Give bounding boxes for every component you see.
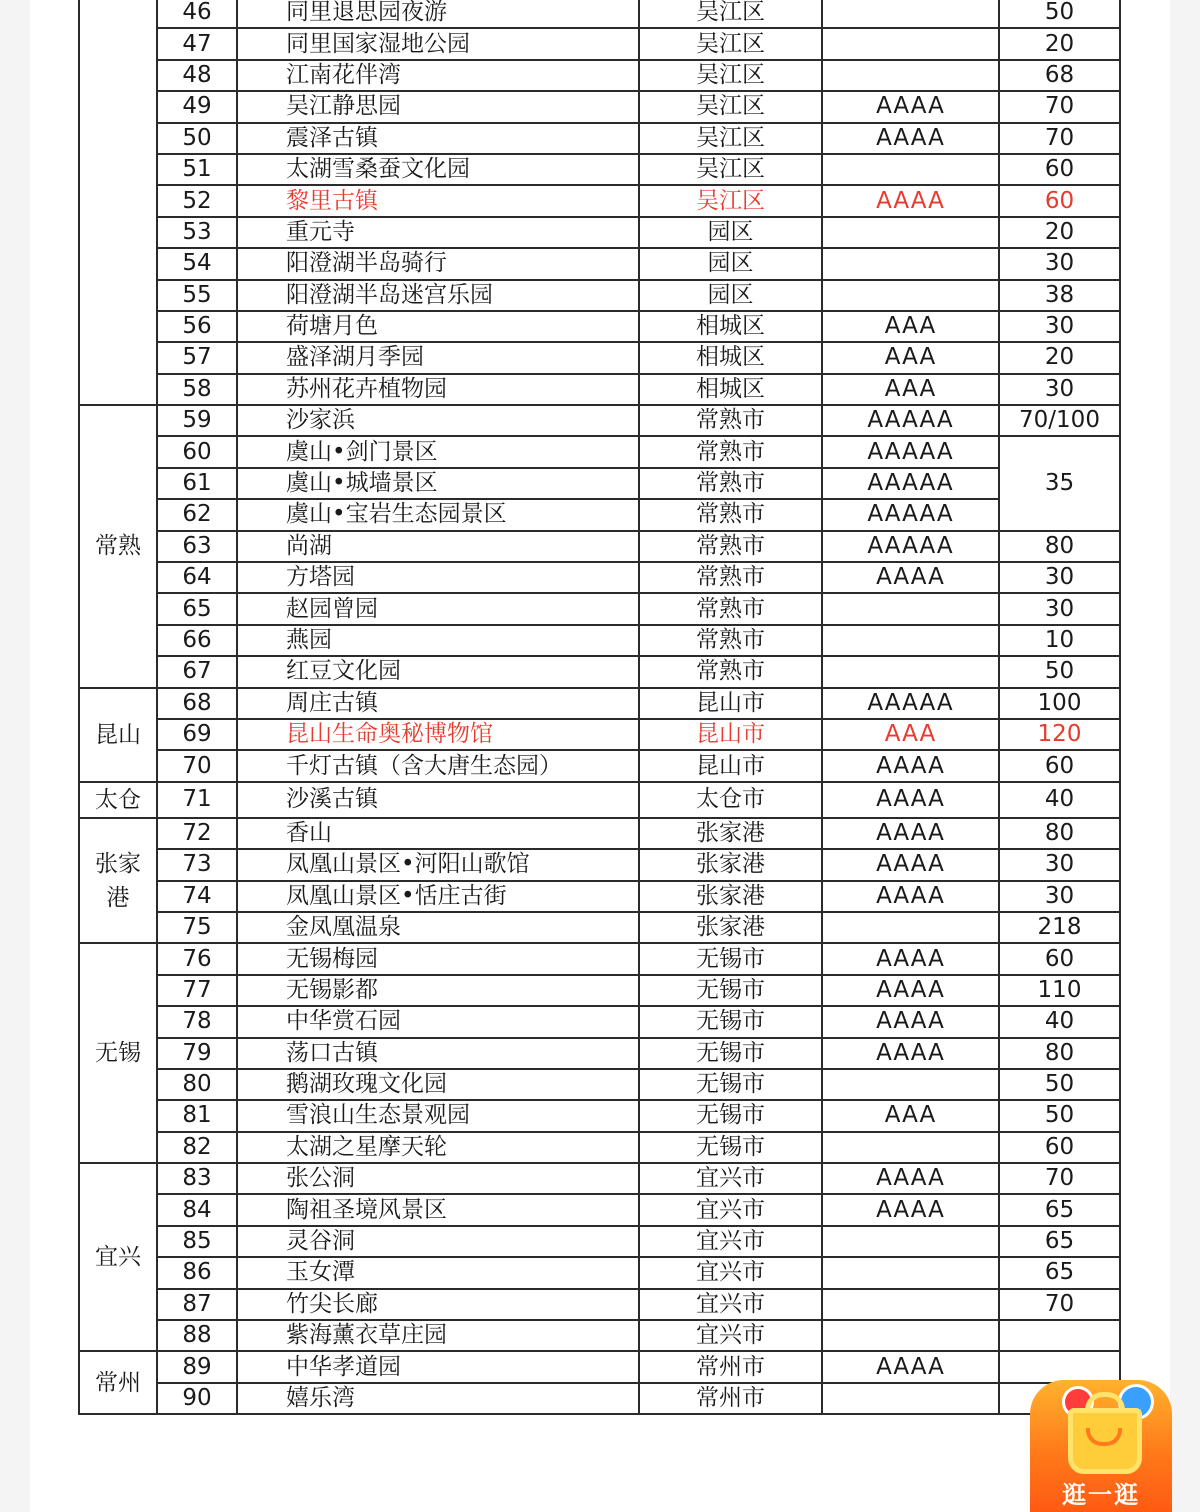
row-number: 86 <box>157 1257 237 1288</box>
district-cell: 常熟市 <box>639 656 822 687</box>
row-number: 46 <box>157 0 237 28</box>
row-number: 65 <box>157 593 237 624</box>
row-number: 48 <box>157 60 237 91</box>
rating-cell <box>822 656 999 687</box>
rating-cell <box>822 28 999 59</box>
district-cell: 吴江区 <box>639 123 822 154</box>
price-cell: 70/100 <box>999 405 1120 436</box>
table-row <box>79 881 1120 912</box>
price-cell: 30 <box>999 881 1120 912</box>
attraction-name: 虞山•宝岩生态园景区 <box>237 499 639 530</box>
district-cell: 太仓市 <box>639 782 822 818</box>
table-row <box>79 1351 1120 1382</box>
table-row <box>79 1320 1120 1351</box>
district-cell: 相城区 <box>639 311 822 342</box>
row-number: 85 <box>157 1226 237 1257</box>
row-number: 59 <box>157 405 237 436</box>
price-cell: 35 <box>999 436 1120 530</box>
attraction-name: 无锡影都 <box>237 975 639 1006</box>
row-number: 53 <box>157 217 237 248</box>
row-number: 84 <box>157 1194 237 1225</box>
table-row <box>79 280 1120 311</box>
price-cell: 65 <box>999 1257 1120 1288</box>
row-number: 56 <box>157 311 237 342</box>
region-cell: 张家港 <box>79 818 157 944</box>
table-row <box>79 468 1120 499</box>
table-body <box>79 0 1120 1414</box>
table-row <box>79 562 1120 593</box>
row-number: 90 <box>157 1383 237 1414</box>
price-cell: 70 <box>999 1163 1120 1194</box>
row-number: 69 <box>157 719 237 750</box>
price-cell <box>999 1351 1120 1382</box>
district-cell: 无锡市 <box>639 1038 822 1069</box>
rating-cell: AAAAA <box>822 531 999 562</box>
attraction-name: 鹅湖玫瑰文化园 <box>237 1069 639 1100</box>
price-cell: 50 <box>999 1069 1120 1100</box>
table-row <box>79 374 1120 405</box>
price-cell: 60 <box>999 1132 1120 1163</box>
district-cell: 园区 <box>639 280 822 311</box>
price-cell: 40 <box>999 1006 1120 1037</box>
table-row <box>79 1132 1120 1163</box>
attraction-name: 香山 <box>237 818 639 849</box>
price-cell: 218 <box>999 912 1120 943</box>
table-row <box>79 248 1120 279</box>
district-cell: 无锡市 <box>639 943 822 974</box>
rating-cell: AAAA <box>822 1194 999 1225</box>
attraction-name: 赵园曾园 <box>237 593 639 624</box>
price-cell: 70 <box>999 123 1120 154</box>
region-cell: 宜兴 <box>79 1163 157 1351</box>
region-cell: 常熟 <box>79 405 157 688</box>
table-row <box>79 185 1120 216</box>
row-number: 88 <box>157 1320 237 1351</box>
price-cell: 38 <box>999 280 1120 311</box>
browse-badge-button[interactable] <box>1030 1380 1172 1512</box>
price-cell: 70 <box>999 91 1120 122</box>
attraction-name: 同里退思园夜游 <box>237 0 639 28</box>
row-number: 67 <box>157 656 237 687</box>
district-cell: 吴江区 <box>639 60 822 91</box>
table-row <box>79 217 1120 248</box>
district-cell: 园区 <box>639 248 822 279</box>
row-number: 62 <box>157 499 237 530</box>
attraction-name: 嬉乐湾 <box>237 1383 639 1414</box>
row-number: 57 <box>157 342 237 373</box>
attraction-name: 盛泽湖月季园 <box>237 342 639 373</box>
table-row <box>79 750 1120 781</box>
attraction-name: 阳澄湖半岛骑行 <box>237 248 639 279</box>
row-number: 60 <box>157 436 237 467</box>
price-cell: 50 <box>999 656 1120 687</box>
rating-cell <box>822 280 999 311</box>
district-cell: 昆山市 <box>639 688 822 719</box>
attraction-name: 陶祖圣境风景区 <box>237 1194 639 1225</box>
rating-cell <box>822 1132 999 1163</box>
row-number: 78 <box>157 1006 237 1037</box>
district-cell: 宜兴市 <box>639 1163 822 1194</box>
district-cell: 常州市 <box>639 1351 822 1382</box>
rating-cell: AAAA <box>822 1006 999 1037</box>
attraction-name: 紫海薰衣草庄园 <box>237 1320 639 1351</box>
price-cell: 50 <box>999 0 1120 28</box>
district-cell: 常熟市 <box>639 625 822 656</box>
price-cell: 40 <box>999 782 1120 818</box>
price-cell: 60 <box>999 185 1120 216</box>
rating-cell <box>822 593 999 624</box>
table-row <box>79 0 1120 28</box>
table-row <box>79 1100 1120 1131</box>
district-cell: 宜兴市 <box>639 1320 822 1351</box>
attraction-name: 红豆文化园 <box>237 656 639 687</box>
row-number: 61 <box>157 468 237 499</box>
row-number: 73 <box>157 849 237 880</box>
table-row <box>79 499 1120 530</box>
attraction-name: 荡口古镇 <box>237 1038 639 1069</box>
rating-cell: AAAA <box>822 1163 999 1194</box>
price-cell: 10 <box>999 625 1120 656</box>
rating-cell <box>822 154 999 185</box>
district-cell: 常熟市 <box>639 436 822 467</box>
district-cell: 张家港 <box>639 849 822 880</box>
district-cell: 常熟市 <box>639 499 822 530</box>
row-number: 64 <box>157 562 237 593</box>
table-row <box>79 28 1120 59</box>
table-row <box>79 1006 1120 1037</box>
table-row <box>79 1383 1120 1414</box>
row-number: 77 <box>157 975 237 1006</box>
table-row <box>79 975 1120 1006</box>
table-row <box>79 943 1120 974</box>
attraction-name: 中华赏石园 <box>237 1006 639 1037</box>
attraction-name: 荷塘月色 <box>237 311 639 342</box>
rating-cell <box>822 1226 999 1257</box>
attraction-name: 太湖雪桑蚕文化园 <box>237 154 639 185</box>
table-row <box>79 60 1120 91</box>
rating-cell: AAA <box>822 342 999 373</box>
rating-cell: AAAA <box>822 750 999 781</box>
attraction-name: 黎里古镇 <box>237 185 639 216</box>
district-cell: 常熟市 <box>639 593 822 624</box>
district-cell: 常熟市 <box>639 405 822 436</box>
attraction-name: 方塔园 <box>237 562 639 593</box>
attraction-name: 重元寺 <box>237 217 639 248</box>
rating-cell <box>822 1320 999 1351</box>
row-number: 47 <box>157 28 237 59</box>
rating-cell <box>822 0 999 28</box>
rating-cell: AAAA <box>822 849 999 880</box>
table-row <box>79 342 1120 373</box>
table-row <box>79 154 1120 185</box>
table-row <box>79 593 1120 624</box>
district-cell: 相城区 <box>639 342 822 373</box>
rating-cell <box>822 912 999 943</box>
district-cell: 宜兴市 <box>639 1257 822 1288</box>
rating-cell: AAA <box>822 719 999 750</box>
district-cell: 昆山市 <box>639 750 822 781</box>
attraction-name: 竹尖长廊 <box>237 1289 639 1320</box>
rating-cell <box>822 1257 999 1288</box>
rating-cell: AAAA <box>822 1351 999 1382</box>
district-cell: 无锡市 <box>639 1132 822 1163</box>
attraction-name: 吴江静思园 <box>237 91 639 122</box>
district-cell: 常熟市 <box>639 531 822 562</box>
row-number: 50 <box>157 123 237 154</box>
price-cell: 70 <box>999 1289 1120 1320</box>
district-cell: 吴江区 <box>639 185 822 216</box>
price-cell: 80 <box>999 1038 1120 1069</box>
price-cell: 50 <box>999 1100 1120 1131</box>
district-cell: 张家港 <box>639 881 822 912</box>
row-number: 79 <box>157 1038 237 1069</box>
attraction-name: 无锡梅园 <box>237 943 639 974</box>
attraction-name: 震泽古镇 <box>237 123 639 154</box>
price-cell: 80 <box>999 818 1120 849</box>
district-cell: 吴江区 <box>639 154 822 185</box>
attraction-name: 昆山生命奥秘博物馆 <box>237 719 639 750</box>
price-cell: 30 <box>999 311 1120 342</box>
attraction-name: 虞山•城墙景区 <box>237 468 639 499</box>
rating-cell <box>822 217 999 248</box>
attraction-name: 千灯古镇（含大唐生态园） <box>237 750 639 781</box>
attraction-name: 苏州花卉植物园 <box>237 374 639 405</box>
attraction-name: 灵谷洞 <box>237 1226 639 1257</box>
price-cell: 60 <box>999 750 1120 781</box>
district-cell: 昆山市 <box>639 719 822 750</box>
district-cell: 常熟市 <box>639 562 822 593</box>
table-row <box>79 719 1120 750</box>
rating-cell <box>822 625 999 656</box>
table-row <box>79 1289 1120 1320</box>
row-number: 71 <box>157 782 237 818</box>
price-cell: 60 <box>999 154 1120 185</box>
region-cell: 昆山 <box>79 688 157 782</box>
table-row <box>79 849 1120 880</box>
row-number: 80 <box>157 1069 237 1100</box>
rating-cell: AAAA <box>822 818 999 849</box>
region-cell: 常州 <box>79 1351 157 1414</box>
row-number: 51 <box>157 154 237 185</box>
rating-cell <box>822 1289 999 1320</box>
price-cell: 30 <box>999 248 1120 279</box>
rating-cell: AAAA <box>822 185 999 216</box>
row-number: 68 <box>157 688 237 719</box>
table-row <box>79 656 1120 687</box>
price-cell: 30 <box>999 562 1120 593</box>
price-cell: 30 <box>999 849 1120 880</box>
row-number: 87 <box>157 1289 237 1320</box>
row-number: 83 <box>157 1163 237 1194</box>
rating-cell: AAA <box>822 1100 999 1131</box>
price-cell: 65 <box>999 1226 1120 1257</box>
row-number: 66 <box>157 625 237 656</box>
table-row <box>79 405 1120 436</box>
table-row <box>79 782 1120 818</box>
rating-cell: AAAA <box>822 1038 999 1069</box>
attraction-name: 张公洞 <box>237 1163 639 1194</box>
attraction-name: 玉女潭 <box>237 1257 639 1288</box>
district-cell: 相城区 <box>639 374 822 405</box>
table-row <box>79 123 1120 154</box>
district-cell: 无锡市 <box>639 1006 822 1037</box>
rating-cell: AAAA <box>822 943 999 974</box>
price-cell: 65 <box>999 1194 1120 1225</box>
rating-cell: AAAAA <box>822 499 999 530</box>
price-cell <box>999 1320 1120 1351</box>
attraction-name: 沙溪古镇 <box>237 782 639 818</box>
row-number: 55 <box>157 280 237 311</box>
rating-cell <box>822 248 999 279</box>
rating-cell: AAA <box>822 374 999 405</box>
rating-cell: AAAAA <box>822 688 999 719</box>
region-cell: 无锡 <box>79 943 157 1163</box>
attractions-table <box>78 0 1121 1415</box>
district-cell: 宜兴市 <box>639 1194 822 1225</box>
row-number: 70 <box>157 750 237 781</box>
table-row <box>79 912 1120 943</box>
district-cell: 无锡市 <box>639 1100 822 1131</box>
region-cell: 太仓 <box>79 782 157 818</box>
price-cell: 100 <box>999 688 1120 719</box>
rating-cell: AAAA <box>822 562 999 593</box>
rating-cell: AAAA <box>822 91 999 122</box>
row-number: 49 <box>157 91 237 122</box>
table-row <box>79 688 1120 719</box>
table-row <box>79 1163 1120 1194</box>
table-row <box>79 1194 1120 1225</box>
browse-badge-label: 逛一逛 <box>1062 1481 1140 1509</box>
rating-cell: AAAA <box>822 881 999 912</box>
rating-cell: AAAA <box>822 782 999 818</box>
price-cell: 120 <box>999 719 1120 750</box>
attraction-name: 金凤凰温泉 <box>237 912 639 943</box>
table-row <box>79 1069 1120 1100</box>
district-cell: 常熟市 <box>639 468 822 499</box>
attraction-name: 沙家浜 <box>237 405 639 436</box>
price-cell: 60 <box>999 943 1120 974</box>
district-cell: 宜兴市 <box>639 1226 822 1257</box>
price-cell: 68 <box>999 60 1120 91</box>
district-cell: 吴江区 <box>639 91 822 122</box>
attraction-name: 雪浪山生态景观园 <box>237 1100 639 1131</box>
rating-cell: AAAA <box>822 975 999 1006</box>
table-row <box>79 91 1120 122</box>
table-row <box>79 1038 1120 1069</box>
attraction-name: 虞山•剑门景区 <box>237 436 639 467</box>
row-number: 89 <box>157 1351 237 1382</box>
district-cell: 吴江区 <box>639 28 822 59</box>
district-cell: 张家港 <box>639 818 822 849</box>
row-number: 76 <box>157 943 237 974</box>
price-cell: 30 <box>999 593 1120 624</box>
district-cell: 无锡市 <box>639 1069 822 1100</box>
district-cell: 宜兴市 <box>639 1289 822 1320</box>
row-number: 58 <box>157 374 237 405</box>
row-number: 81 <box>157 1100 237 1131</box>
attraction-name: 凤凰山景区•河阳山歌馆 <box>237 849 639 880</box>
district-cell: 张家港 <box>639 912 822 943</box>
rating-cell <box>822 1069 999 1100</box>
attraction-name: 阳澄湖半岛迷宫乐园 <box>237 280 639 311</box>
attraction-name: 凤凰山景区•恬庄古街 <box>237 881 639 912</box>
table-row <box>79 311 1120 342</box>
table-row <box>79 625 1120 656</box>
price-cell: 80 <box>999 531 1120 562</box>
row-number: 74 <box>157 881 237 912</box>
table-row <box>79 1226 1120 1257</box>
attraction-name: 江南花伴湾 <box>237 60 639 91</box>
attraction-name: 燕园 <box>237 625 639 656</box>
row-number: 52 <box>157 185 237 216</box>
rating-cell: AAAAA <box>822 436 999 467</box>
rating-cell <box>822 60 999 91</box>
row-number: 54 <box>157 248 237 279</box>
attraction-name: 周庄古镇 <box>237 688 639 719</box>
row-number: 75 <box>157 912 237 943</box>
district-cell: 常州市 <box>639 1383 822 1414</box>
row-number: 72 <box>157 818 237 849</box>
price-cell: 20 <box>999 217 1120 248</box>
rating-cell: AAAA <box>822 123 999 154</box>
district-cell: 园区 <box>639 217 822 248</box>
attraction-name: 尚湖 <box>237 531 639 562</box>
table-row <box>79 818 1120 849</box>
region-cell <box>79 0 157 405</box>
rating-cell: AAAAA <box>822 468 999 499</box>
table-row <box>79 1257 1120 1288</box>
rating-cell: AAAAA <box>822 405 999 436</box>
row-number: 63 <box>157 531 237 562</box>
district-cell: 无锡市 <box>639 975 822 1006</box>
row-number: 82 <box>157 1132 237 1163</box>
price-cell: 20 <box>999 28 1120 59</box>
attraction-name: 中华孝道园 <box>237 1351 639 1382</box>
rating-cell: AAA <box>822 311 999 342</box>
attraction-name: 太湖之星摩天轮 <box>237 1132 639 1163</box>
district-cell: 吴江区 <box>639 0 822 28</box>
price-cell: 110 <box>999 975 1120 1006</box>
price-cell: 20 <box>999 342 1120 373</box>
table-row <box>79 436 1120 467</box>
table-row <box>79 531 1120 562</box>
rating-cell <box>822 1383 999 1414</box>
price-cell: 30 <box>999 374 1120 405</box>
attraction-name: 同里国家湿地公园 <box>237 28 639 59</box>
